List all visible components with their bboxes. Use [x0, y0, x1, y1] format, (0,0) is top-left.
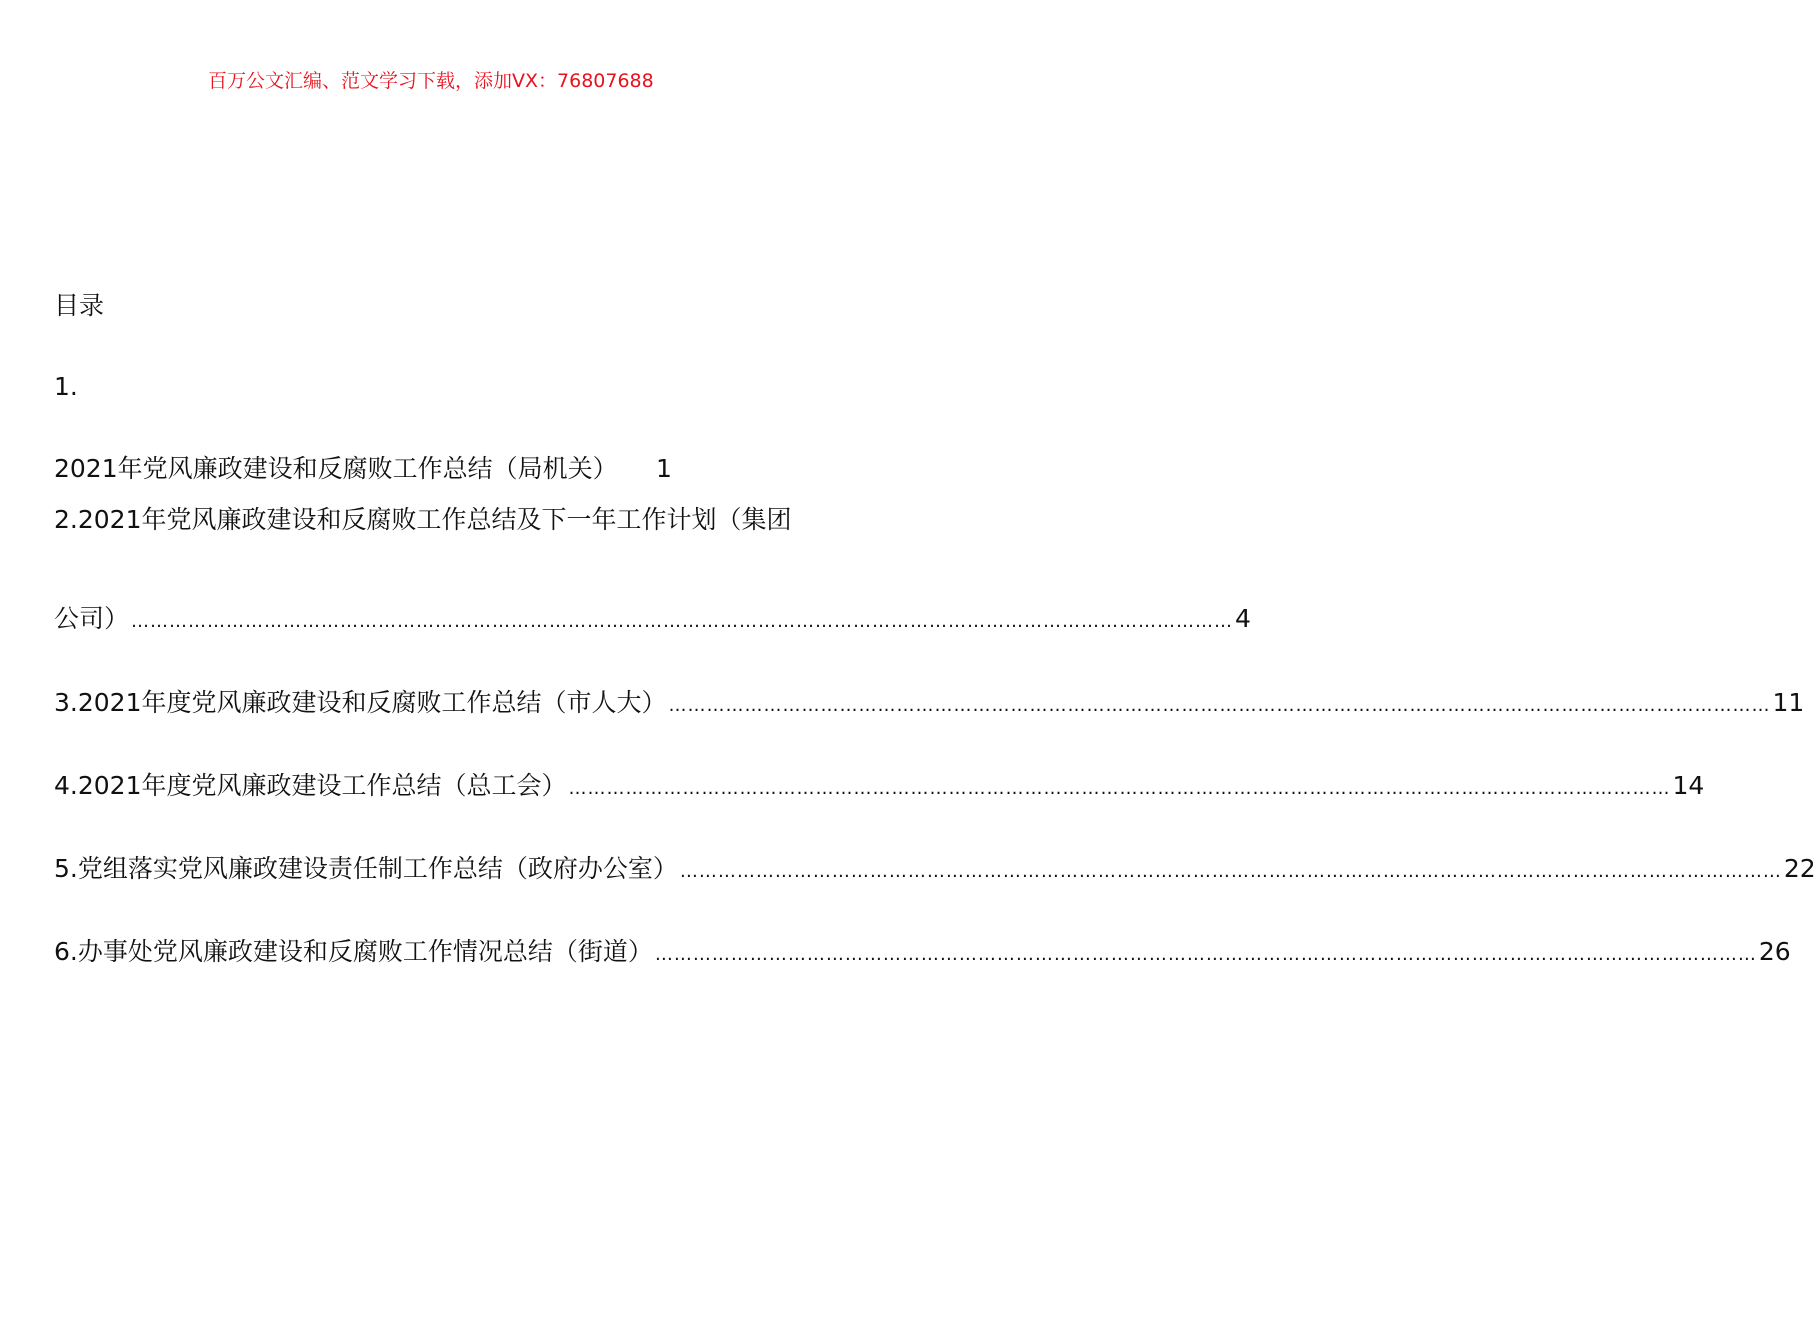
dot-leader: ………………………………………………………………………………………………………………………………………………………… [679, 861, 1782, 882]
toc-entry-6-page: 26 [1758, 937, 1791, 966]
toc-entry-1-text[interactable]: 2021年党风廉政建设和反腐败工作总结（局机关） [54, 454, 618, 483]
toc-entry-4-page: 14 [1672, 771, 1705, 800]
toc-entry-5-text: 5.党组落实党风廉政建设责任制工作总结（政府办公室） [54, 854, 678, 883]
toc-entry-4[interactable] [54, 769, 1705, 806]
header-watermark-note: 百万公文汇编、范文学习下载，添加VX：76807688 [208, 70, 654, 92]
toc-entry-5-page: 22 [1783, 854, 1816, 883]
toc-entry-4-text: 4.2021年度党风廉政建设工作总结（总工会） [54, 771, 567, 800]
toc-entry-1-number: 1. [54, 372, 78, 401]
dot-leader: ………………………………………………………………………………………………………………………………………………………… [131, 611, 1234, 632]
toc-title: 目录 [54, 291, 105, 320]
toc-entry-3[interactable] [54, 686, 1805, 723]
toc-entry-3-page: 11 [1772, 688, 1805, 717]
toc-entry-5[interactable] [54, 852, 1816, 889]
dot-leader: ………………………………………………………………………………………………………………………………………………………… [668, 695, 1771, 716]
toc-entry-2-page: 4 [1235, 604, 1251, 633]
toc-entry-6[interactable] [54, 935, 1791, 972]
toc-entry-2-text[interactable]: 2.2021年党风廉政建设和反腐败工作总结及下一年工作计划（集团 [54, 505, 792, 534]
toc-entry-2-continuation[interactable] [54, 602, 1251, 639]
dot-leader: ………………………………………………………………………………………………………………………………………………………… [568, 778, 1671, 799]
toc-entry-2-text-cont: 公司） [54, 604, 130, 633]
dot-leader: ………………………………………………………………………………………………………………………………………………………… [654, 944, 1757, 965]
toc-entry-1-page: 1 [656, 454, 672, 483]
toc-entry-3-text: 3.2021年度党风廉政建设和反腐败工作总结（市人大） [54, 688, 667, 717]
toc-entry-6-text: 6.办事处党风廉政建设和反腐败工作情况总结（街道） [54, 937, 653, 966]
